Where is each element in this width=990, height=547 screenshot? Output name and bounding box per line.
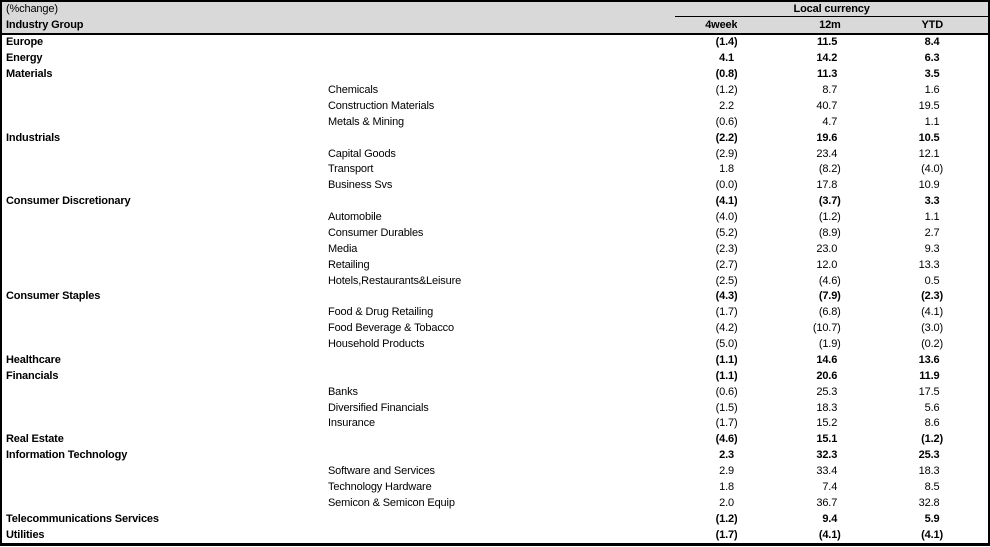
row-value-ytd: 13.6 [841, 353, 989, 369]
header-row-columns [1, 17, 989, 34]
row-value-ytd: 9.3 [841, 241, 989, 257]
row-label: Transport [1, 162, 634, 178]
percent-change-label: (%change) [1, 1, 634, 17]
table-row [1, 464, 989, 480]
row-value-12m: (1.2) [737, 210, 840, 226]
row-value-4week: (1.7) [634, 416, 737, 432]
table-row [1, 257, 989, 273]
row-value-ytd: 3.3 [841, 194, 989, 210]
row-value-12m: 36.7 [737, 495, 840, 511]
row-value-4week: (1.2) [634, 83, 737, 99]
row-label: Telecommunications Services [1, 511, 634, 527]
row-value-12m: (10.7) [737, 321, 840, 337]
row-value-ytd: 5.6 [841, 400, 989, 416]
row-value-4week: (1.4) [634, 34, 737, 51]
row-value-4week: 2.0 [634, 495, 737, 511]
row-value-4week: 4.1 [634, 51, 737, 67]
row-value-ytd: 8.4 [841, 34, 989, 51]
row-value-4week: (2.3) [634, 241, 737, 257]
row-value-ytd: 5.9 [841, 511, 989, 527]
table-body [1, 34, 989, 545]
row-value-12m: 12.0 [737, 257, 840, 273]
row-label: Business Svs [1, 178, 634, 194]
currency-group-label: Local currency [675, 4, 988, 17]
row-value-4week: (4.2) [634, 321, 737, 337]
row-label: Consumer Staples [1, 289, 634, 305]
table-row [1, 337, 989, 353]
row-value-ytd: (0.2) [841, 337, 989, 353]
row-value-12m: (8.9) [737, 226, 840, 242]
table-row [1, 114, 989, 130]
table-row [1, 480, 989, 496]
row-label: Hotels,Restaurants&Leisure [1, 273, 634, 289]
row-value-ytd: 3.5 [841, 67, 989, 83]
header-row-currency [1, 1, 989, 17]
row-label: Energy [1, 51, 634, 67]
row-value-ytd: 25.3 [841, 448, 989, 464]
table-row [1, 162, 989, 178]
row-value-4week: (4.3) [634, 289, 737, 305]
row-value-12m: 15.2 [737, 416, 840, 432]
row-label: Consumer Discretionary [1, 194, 634, 210]
row-value-4week: (0.6) [634, 114, 737, 130]
row-value-ytd: (1.2) [841, 432, 989, 448]
row-value-4week: (5.0) [634, 337, 737, 353]
table-row [1, 146, 989, 162]
row-value-4week: (1.2) [634, 511, 737, 527]
row-value-4week: (4.1) [634, 194, 737, 210]
row-value-12m: 4.7 [737, 114, 840, 130]
row-label: Retailing [1, 257, 634, 273]
row-value-4week: (1.7) [634, 527, 737, 544]
row-value-ytd: 17.5 [841, 384, 989, 400]
row-value-ytd: (3.0) [841, 321, 989, 337]
row-value-12m: 17.8 [737, 178, 840, 194]
row-value-4week: 1.8 [634, 480, 737, 496]
row-value-4week: (1.1) [634, 368, 737, 384]
table-row [1, 241, 989, 257]
table-header [1, 1, 989, 34]
row-value-4week: (1.7) [634, 305, 737, 321]
row-label: Construction Materials [1, 99, 634, 115]
table-row [1, 400, 989, 416]
currency-group-header [634, 1, 989, 17]
row-value-12m: 23.4 [737, 146, 840, 162]
row-label: Food Beverage & Tobacco [1, 321, 634, 337]
row-value-ytd: 1.1 [841, 210, 989, 226]
table-row [1, 99, 989, 115]
row-value-ytd: (4.1) [841, 305, 989, 321]
row-value-12m: 9.4 [737, 511, 840, 527]
column-header-12m: 12m [737, 17, 840, 34]
row-value-12m: 25.3 [737, 384, 840, 400]
row-value-ytd: (2.3) [841, 289, 989, 305]
row-value-ytd: 0.5 [841, 273, 989, 289]
table-row [1, 353, 989, 369]
row-label: Food & Drug Retailing [1, 305, 634, 321]
table-row [1, 67, 989, 83]
row-value-12m: 20.6 [737, 368, 840, 384]
row-value-4week: (5.2) [634, 226, 737, 242]
table-row [1, 34, 989, 51]
row-value-12m: 7.4 [737, 480, 840, 496]
row-label: Technology Hardware [1, 480, 634, 496]
row-value-ytd: 8.5 [841, 480, 989, 496]
row-label: Materials [1, 67, 634, 83]
row-value-12m: 23.0 [737, 241, 840, 257]
table-row [1, 226, 989, 242]
row-label: Financials [1, 368, 634, 384]
column-header-4week: 4week [634, 17, 737, 34]
row-value-12m: (4.1) [737, 527, 840, 544]
row-value-12m: (6.8) [737, 305, 840, 321]
row-value-4week: (4.0) [634, 210, 737, 226]
row-value-4week: 2.2 [634, 99, 737, 115]
row-value-12m: 14.6 [737, 353, 840, 369]
row-label: Consumer Durables [1, 226, 634, 242]
row-label: Information Technology [1, 448, 634, 464]
row-value-4week: (0.8) [634, 67, 737, 83]
table-row [1, 210, 989, 226]
table-row [1, 495, 989, 511]
row-value-4week: (2.9) [634, 146, 737, 162]
row-value-ytd: 12.1 [841, 146, 989, 162]
row-value-ytd: 19.5 [841, 99, 989, 115]
row-value-ytd: (4.0) [841, 162, 989, 178]
row-value-4week: 2.3 [634, 448, 737, 464]
row-value-ytd: 1.1 [841, 114, 989, 130]
table-row [1, 527, 989, 544]
table-row [1, 273, 989, 289]
table-row [1, 194, 989, 210]
table-row [1, 51, 989, 67]
row-value-4week: (1.1) [634, 353, 737, 369]
row-label: Automobile [1, 210, 634, 226]
row-value-12m: 32.3 [737, 448, 840, 464]
table-row [1, 178, 989, 194]
row-label: Capital Goods [1, 146, 634, 162]
table-row [1, 289, 989, 305]
row-value-12m: 33.4 [737, 464, 840, 480]
table-row [1, 305, 989, 321]
row-value-ytd: 18.3 [841, 464, 989, 480]
row-value-12m: 19.6 [737, 130, 840, 146]
row-value-ytd: (4.1) [841, 527, 989, 544]
row-value-12m: (8.2) [737, 162, 840, 178]
table-row [1, 384, 989, 400]
row-value-12m: (1.9) [737, 337, 840, 353]
row-label: Utilities [1, 527, 634, 544]
row-value-4week: (4.6) [634, 432, 737, 448]
row-value-4week: 2.9 [634, 464, 737, 480]
row-label: Semicon & Semicon Equip [1, 495, 634, 511]
row-value-ytd: 13.3 [841, 257, 989, 273]
row-value-ytd: 32.8 [841, 495, 989, 511]
industry-group-header: Industry Group [1, 17, 634, 34]
row-value-12m: (3.7) [737, 194, 840, 210]
row-value-ytd: 1.6 [841, 83, 989, 99]
table-row [1, 416, 989, 432]
row-value-12m: 11.3 [737, 67, 840, 83]
row-value-4week: (0.0) [634, 178, 737, 194]
row-value-4week: (2.5) [634, 273, 737, 289]
row-value-ytd: 8.6 [841, 416, 989, 432]
row-value-ytd: 10.9 [841, 178, 989, 194]
table-row [1, 511, 989, 527]
table-row [1, 432, 989, 448]
row-value-12m: 14.2 [737, 51, 840, 67]
row-value-4week: (0.6) [634, 384, 737, 400]
table-row [1, 368, 989, 384]
row-label: Industrials [1, 130, 634, 146]
row-label: Healthcare [1, 353, 634, 369]
row-label: Software and Services [1, 464, 634, 480]
row-value-4week: (2.7) [634, 257, 737, 273]
row-value-12m: (7.9) [737, 289, 840, 305]
row-value-12m: 40.7 [737, 99, 840, 115]
row-label: Household Products [1, 337, 634, 353]
row-value-12m: 11.5 [737, 34, 840, 51]
table-row [1, 130, 989, 146]
row-label: Europe [1, 34, 634, 51]
row-label: Chemicals [1, 83, 634, 99]
row-value-ytd: 11.9 [841, 368, 989, 384]
row-label: Diversified Financials [1, 400, 634, 416]
row-value-4week: (1.5) [634, 400, 737, 416]
row-value-4week: (2.2) [634, 130, 737, 146]
row-value-12m: 18.3 [737, 400, 840, 416]
table-row [1, 448, 989, 464]
row-value-12m: (4.6) [737, 273, 840, 289]
row-label: Real Estate [1, 432, 634, 448]
row-value-12m: 8.7 [737, 83, 840, 99]
table-row [1, 83, 989, 99]
row-label: Banks [1, 384, 634, 400]
row-label: Media [1, 241, 634, 257]
row-value-ytd: 6.3 [841, 51, 989, 67]
table-row [1, 321, 989, 337]
row-value-4week: 1.8 [634, 162, 737, 178]
row-value-12m: 15.1 [737, 432, 840, 448]
row-label: Insurance [1, 416, 634, 432]
row-value-ytd: 2.7 [841, 226, 989, 242]
row-value-ytd: 10.5 [841, 130, 989, 146]
row-label: Metals & Mining [1, 114, 634, 130]
column-header-ytd: YTD [841, 17, 989, 34]
